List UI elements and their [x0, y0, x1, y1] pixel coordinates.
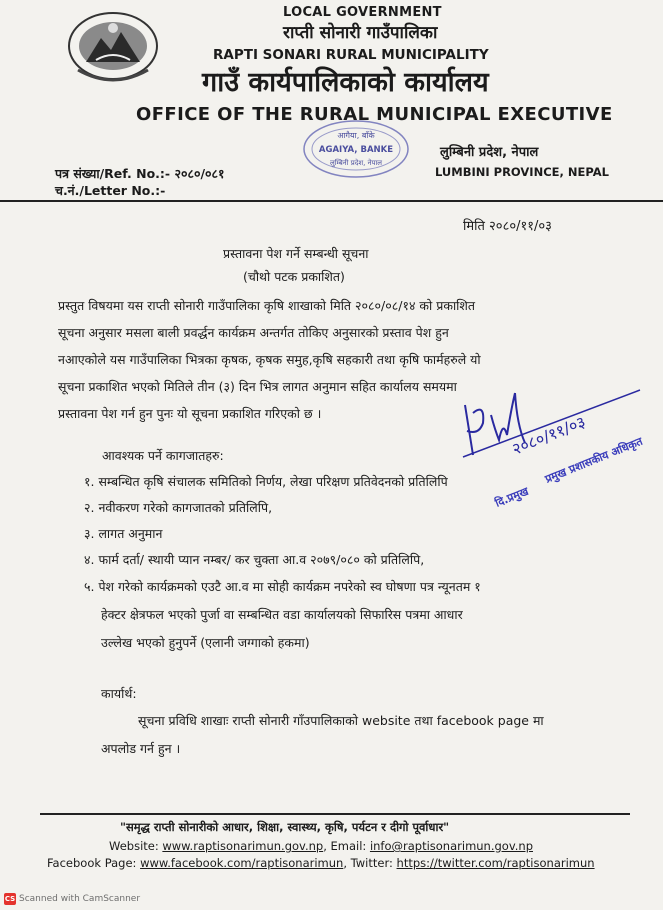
body-line: सूचना प्रकाशित भएको मितिले तीन (३) दिन भित्र लागत अनुमान सहित कार्यालय समयमा: [58, 379, 457, 394]
province-en: LUMBINI PROVINCE, NEPAL: [435, 165, 609, 179]
doc-item: २. नवीकरण गरेको कागजातको प्रतिलिपि,: [84, 500, 273, 515]
signature-block: [455, 385, 645, 525]
website-link[interactable]: www.raptisonarimun.gov.np: [162, 839, 324, 853]
body-line: प्रस्तुत विषयमा यस राप्ती सोनारी गाउँपालिका कृषि शाखाको मिति २०८०/०८/१४ को प्रकाशित: [58, 298, 476, 313]
header-municipality-np: राप्ती सोनारी गाउँपालिका: [283, 23, 438, 43]
footer-motto: "समृद्ध राप्ती सोनारीको आधार, शिक्षा, स्वास्थ्य, कृषि, पर्यटन र दीगो पूर्वाधार": [120, 820, 450, 834]
footer-social: [47, 856, 595, 870]
header-office-en: OFFICE OF THE RURAL MUNICIPAL EXECUTIVE: [136, 104, 613, 125]
body-line: सूचना अनुसार मसला बाली प्रवर्द्धन कार्यक्रम अन्तर्गत तोकिए अनुसारको प्रस्ताव पेश हुन: [58, 325, 449, 340]
government-emblem-logo: [66, 10, 160, 82]
stamp-mid-text: AGAIYA, BANKE: [318, 145, 394, 155]
office-stamp: [300, 118, 412, 180]
letter-date: मिति २०८०/११/०३: [463, 219, 552, 234]
camscanner-icon: CS: [4, 895, 16, 903]
email-label: , Email:: [323, 839, 370, 853]
facebook-label: Facebook Page:: [47, 856, 141, 870]
twitter-label: , Twitter:: [343, 856, 397, 870]
footer-contact: [109, 839, 533, 853]
doc-item: १. सम्बन्धित कृषि संचालक समितिको निर्णय, लेखा परिक्षण प्रतिवेदनको प्रतिलिपि: [84, 474, 448, 489]
doc-item-continued: उल्लेख भएको हुनुपर्ने (एलानी जग्गाको हकमा): [101, 635, 310, 650]
ref-number: पत्र संख्या/Ref. No.:- २०८०/०८१: [55, 166, 225, 181]
action-heading: कार्यार्थ:: [101, 686, 137, 701]
stamp-bottom-text: लुम्बिनी प्रदेश, नेपाल: [329, 159, 383, 167]
action-line: अपलोड गर्न हुन ।: [101, 741, 181, 756]
doc-item: ३. लागत अनुमान: [84, 526, 163, 541]
docs-heading: आवश्यक पर्ने कागजातहरु:: [102, 448, 224, 463]
body-line: नआएकोले यस गाउँपालिका भित्रका कृषक, कृषक समुह,कृषि सहकारी तथा कृषि फार्महरुले यो: [58, 352, 481, 367]
signature-name: दि.प्रमुख: [493, 484, 531, 510]
letter-number: च.नं./Letter No.:-: [55, 183, 166, 198]
body-line: प्रस्तावना पेश गर्न हुन पुनः यो सूचना प्रकाशित गरिएको छ ।: [58, 406, 322, 421]
stamp-top-text: आगैया, बाँके: [337, 131, 375, 140]
email-link[interactable]: info@raptisonarimun.gov.np: [369, 839, 533, 853]
subject-title: प्रस्तावना पेश गर्ने सम्बन्धी सूचना: [223, 246, 369, 261]
twitter-link[interactable]: https://twitter.com/raptisonarimun: [396, 856, 595, 870]
scanner-text: Scanned with CamScanner: [19, 894, 141, 904]
doc-item-continued: हेक्टर क्षेत्रफल भएको पुर्जा वा सम्बन्धित वडा कार्यालयको सिफारिस पत्रमा आधार: [101, 607, 463, 622]
province-np: लुम्बिनी प्रदेश, नेपाल: [440, 145, 539, 160]
website-label: Website:: [109, 839, 163, 853]
doc-item: ४. फार्म दर्ता/ स्थायी प्यान नम्बर/ कर चुक्ता आ.व २०७९/०८० को प्रतिलिपि,: [84, 552, 425, 567]
scanner-watermark: [4, 893, 140, 905]
footer-divider: [40, 813, 630, 815]
signature-title: प्रमुख प्रशासकीय अधिकृत: [543, 434, 645, 486]
header-municipality-en: RAPTI SONARI RURAL MUNICIPALITY: [213, 47, 489, 63]
facebook-link[interactable]: www.facebook.com/raptisonarimun: [140, 856, 344, 870]
subject-subtitle: (चौथो पटक प्रकाशित): [243, 269, 345, 284]
doc-item: ५. पेश गरेको कार्यक्रमको एउटै आ.व मा सोही कार्यक्रम नपरेको स्व घोषणा पत्र न्यूनतम १: [84, 579, 481, 594]
header-divider: [0, 200, 663, 202]
header-local-government: LOCAL GOVERNMENT: [283, 5, 442, 20]
action-line: सूचना प्रविधि शाखाः राप्ती सोनारी गाँउपालिकाको website तथा facebook page मा: [138, 713, 544, 728]
signature-date: २०८०/११/०३: [509, 412, 589, 459]
header-office-np: गाउँ कार्यपालिकाको कार्यालय: [202, 67, 489, 98]
